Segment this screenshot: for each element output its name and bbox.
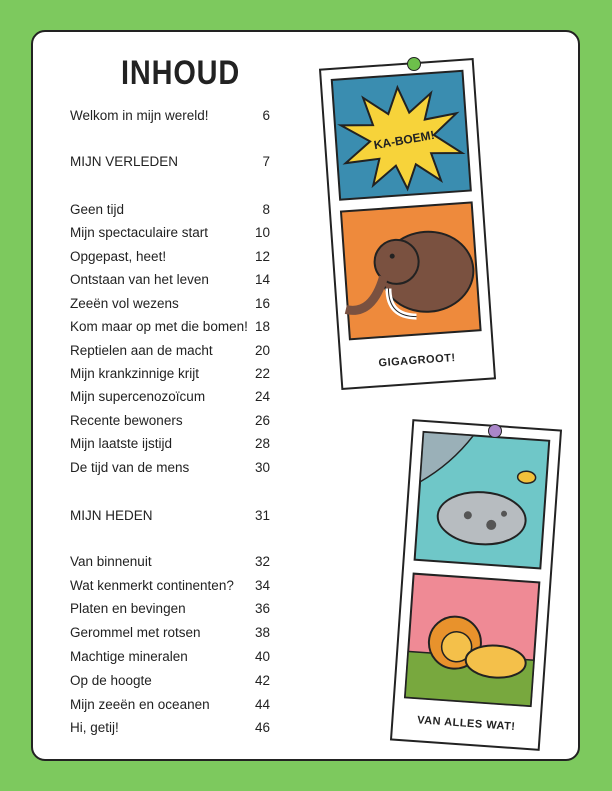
toc-section[interactable]	[70, 154, 270, 174]
toc-label: Mijn laatste ijstijd	[70, 436, 173, 451]
toc-label: Welkom in mijn wereld!	[70, 108, 209, 123]
toc-page: 46	[254, 720, 270, 735]
toc-label: Mijn zeeën en oceanen	[70, 697, 210, 712]
toc-item[interactable]	[70, 296, 270, 316]
content-page	[31, 30, 580, 761]
toc-page: 32	[254, 554, 270, 569]
toc-item[interactable]	[70, 578, 270, 598]
toc-page: 22	[254, 366, 270, 381]
toc-label: Kom maar op met die bomen!	[70, 319, 248, 334]
toc-page: 40	[254, 649, 270, 664]
toc-item[interactable]	[70, 697, 270, 717]
toc-page: 14	[254, 272, 270, 287]
photo-strip-illustration	[392, 421, 560, 748]
toc-label: Machtige mineralen	[70, 649, 188, 664]
toc-label: Wat kenmerkt continenten?	[70, 578, 234, 593]
toc-label: Ontstaan van het leven	[70, 272, 209, 287]
toc-label: Hi, getij!	[70, 720, 119, 735]
toc-section[interactable]	[70, 508, 270, 528]
toc-label: Zeeën vol wezens	[70, 296, 179, 311]
toc-page: 24	[254, 389, 270, 404]
toc-item[interactable]	[70, 225, 270, 245]
toc-page: 42	[254, 673, 270, 688]
toc-page: 30	[254, 460, 270, 475]
toc-page: 16	[254, 296, 270, 311]
toc-item[interactable]	[70, 389, 270, 409]
toc-label: Geen tijd	[70, 202, 125, 217]
toc-item[interactable]	[70, 554, 270, 574]
pushpin-icon	[407, 57, 421, 71]
toc-item[interactable]	[70, 436, 270, 456]
toc-page: 36	[254, 601, 270, 616]
toc-label: Reptielen aan de macht	[70, 343, 213, 358]
photo-strip-mammoth	[319, 58, 496, 390]
toc-page: 8	[262, 202, 270, 217]
toc-item[interactable]	[70, 720, 270, 740]
toc-page: 12	[254, 249, 270, 264]
photo-caption: VAN ALLES WAT!	[416, 714, 516, 734]
toc-label: Recente bewoners	[70, 413, 183, 428]
toc-page: 34	[254, 578, 270, 593]
photo-caption: GIGAGROOT!	[378, 351, 456, 370]
toc-item[interactable]	[70, 460, 270, 480]
toc-item[interactable]	[70, 202, 270, 222]
toc-item[interactable]	[70, 108, 270, 128]
toc-item[interactable]	[70, 272, 270, 292]
toc-page: 7	[262, 154, 270, 169]
toc-item[interactable]	[70, 625, 270, 645]
toc-page: 44	[254, 697, 270, 712]
toc-item[interactable]	[70, 673, 270, 693]
toc-page: 28	[254, 436, 270, 451]
toc-label: Mijn supercenozoïcum	[70, 389, 206, 404]
toc-label: MIJN VERLEDEN	[70, 154, 179, 169]
toc-item[interactable]	[70, 319, 270, 339]
toc-page: 10	[254, 225, 270, 240]
toc-label: Mijn spectaculaire start	[70, 225, 209, 240]
photo-strip-illustration	[321, 60, 494, 388]
toc-item[interactable]	[70, 343, 270, 363]
toc-label: Gerommel met rotsen	[70, 625, 201, 640]
toc-page: 6	[262, 108, 270, 123]
toc-item[interactable]	[70, 366, 270, 386]
toc-label: Mijn krankzinnige krijt	[70, 366, 200, 381]
toc-label: MIJN HEDEN	[70, 508, 153, 523]
page-title: INHOUD	[121, 54, 241, 92]
toc-label: De tijd van de mens	[70, 460, 190, 475]
toc-page: 31	[254, 508, 270, 523]
toc-label: Platen en bevingen	[70, 601, 186, 616]
toc-page: 18	[254, 319, 270, 334]
toc-item[interactable]	[70, 601, 270, 621]
toc-page: 20	[254, 343, 270, 358]
toc-page: 26	[254, 413, 270, 428]
toc-label: Opgepast, heet!	[70, 249, 167, 264]
duck-icon	[517, 471, 536, 484]
photo-strip-lion	[390, 419, 562, 751]
toc-item[interactable]	[70, 649, 270, 669]
pushpin-icon	[488, 424, 502, 438]
burst-label: KA-BOEM!	[372, 127, 436, 153]
toc-page: 38	[254, 625, 270, 640]
toc-label: Van binnenuit	[70, 554, 152, 569]
toc-label: Op de hoogte	[70, 673, 152, 688]
toc-item[interactable]	[70, 413, 270, 433]
toc-item[interactable]	[70, 249, 270, 269]
